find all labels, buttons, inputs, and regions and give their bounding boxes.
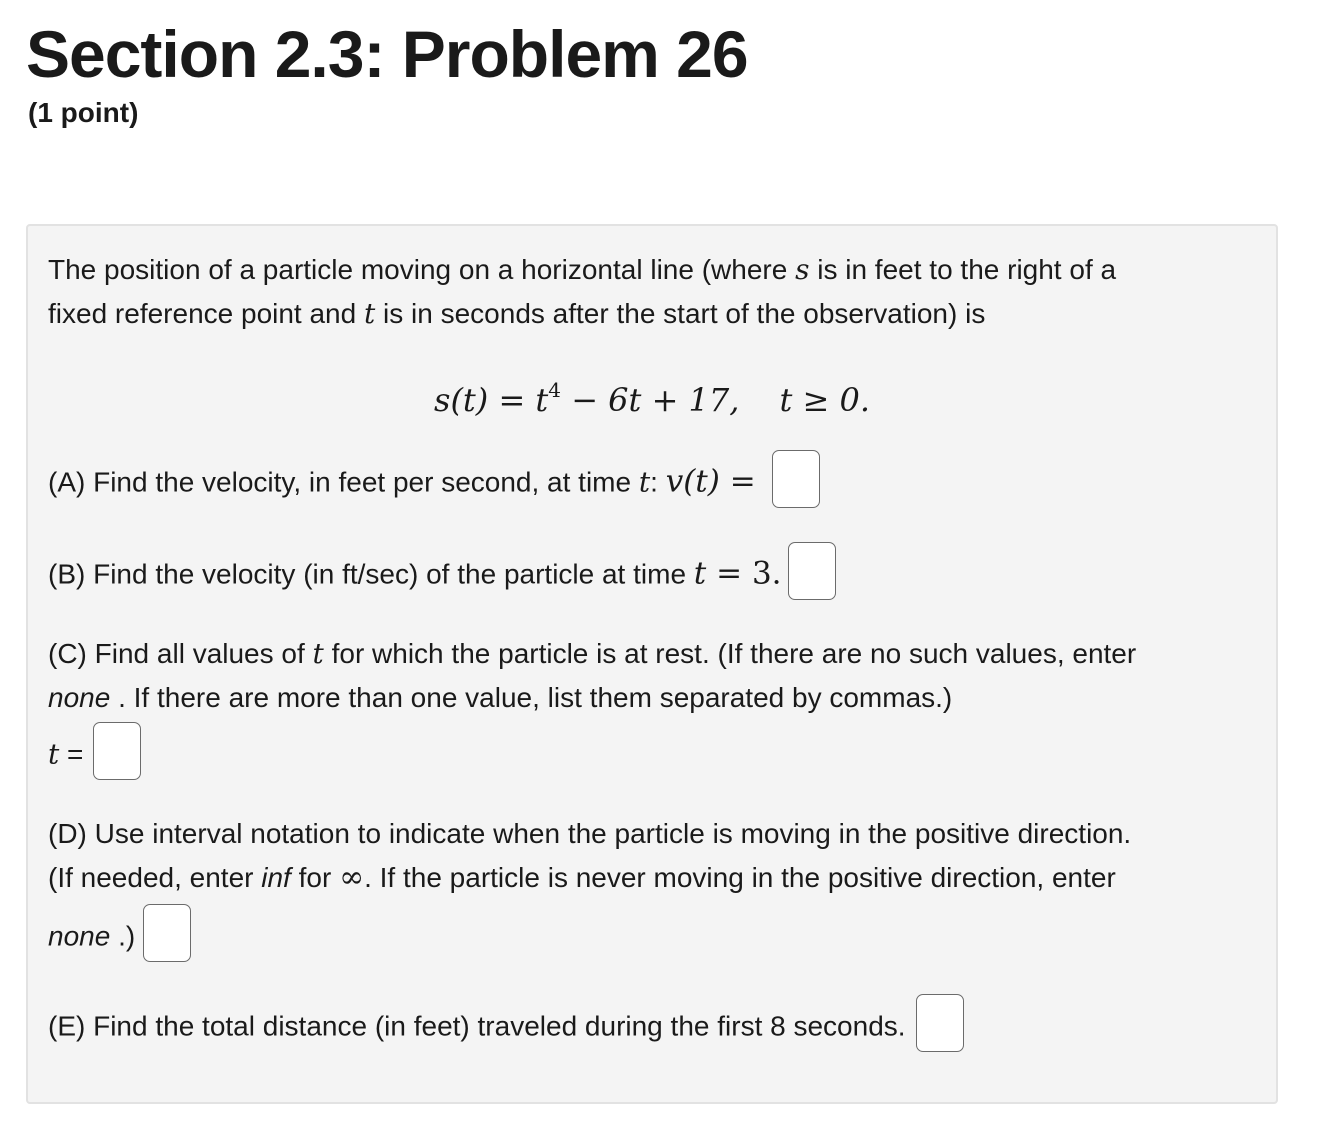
part-d-text: for [290, 862, 340, 893]
answer-d-input[interactable] [143, 904, 191, 962]
infinity-symbol: ∞ [339, 860, 365, 895]
part-c-answer-row [48, 732, 141, 780]
part-d-text: (If needed, enter [48, 862, 262, 893]
part-c-line-1 [48, 636, 1136, 672]
part-c-text: for which the particle is at rest. (If there are no such values, enter [323, 638, 1137, 669]
part-a-colon: : [650, 466, 666, 498]
math-var-s: s [795, 253, 810, 286]
part-c-t-var: t [48, 737, 60, 771]
part-a-var: t [638, 465, 651, 499]
part-c-t-eq: = [59, 738, 84, 770]
intro-text: fixed reference point and [48, 298, 364, 329]
intro-text: The position of a particle moving on a horizontal line (where [48, 254, 796, 285]
points-label: (1 point) [28, 97, 139, 128]
intro-text: is in seconds after the start of the observation) is [375, 298, 986, 329]
answer-e-input[interactable] [916, 994, 964, 1052]
eq-equals: = [488, 381, 536, 419]
part-d-line-1: (D) Use interval notation to indicate when the particle is moving in the positive direction. [48, 818, 1132, 849]
position-equation [28, 370, 1276, 420]
math-var-t: t [363, 297, 376, 330]
eq-t: t [535, 381, 549, 419]
answer-b-input[interactable] [788, 542, 836, 600]
part-c-text: . If there are more than one value, list them separated by commas.) [110, 682, 953, 713]
part-d-inf: inf [261, 862, 291, 893]
part-d-text: . If the particle is never moving in the positive direction, enter [364, 862, 1116, 893]
part-c-none: none [48, 682, 111, 713]
part-a-math: v(t) [665, 463, 720, 500]
part-e [48, 1004, 964, 1052]
intro-text: is in feet to the right of a [809, 254, 1117, 285]
part-b-text: (B) Find the velocity (in ft/sec) of the particle at time [48, 558, 694, 590]
part-d-line-2 [48, 860, 1116, 896]
eq-lhs: s(t) [434, 381, 489, 419]
part-c-text: (C) Find all values of [48, 638, 313, 669]
eq-exponent: 4 [548, 378, 562, 402]
part-d-none: none [48, 920, 111, 952]
part-a-equals: = [719, 463, 766, 500]
part-e-text: (E) Find the total distance (in feet) traveled during the first 8 seconds. [48, 1010, 906, 1042]
part-d-line-3 [48, 914, 191, 962]
intro-line-1 [48, 252, 1116, 288]
eq-rest: − 6t + 17, [561, 381, 740, 419]
answer-a-input[interactable] [772, 450, 820, 508]
part-b-eq: = 3. [706, 555, 782, 592]
answer-c-input[interactable] [93, 722, 141, 780]
part-b [48, 552, 836, 600]
part-c-line-2 [48, 680, 952, 716]
part-a [48, 460, 820, 508]
part-a-text: (A) Find the velocity, in feet per second, at time [48, 466, 639, 498]
problem-box [26, 224, 1278, 1104]
part-c-var: t [312, 637, 324, 670]
intro-line-2 [48, 296, 985, 332]
page-title: Section 2.3: Problem 26 [26, 17, 748, 91]
part-b-var: t [693, 555, 707, 592]
eq-condition: t ≥ 0. [779, 381, 870, 419]
part-d-text: .) [110, 920, 136, 952]
